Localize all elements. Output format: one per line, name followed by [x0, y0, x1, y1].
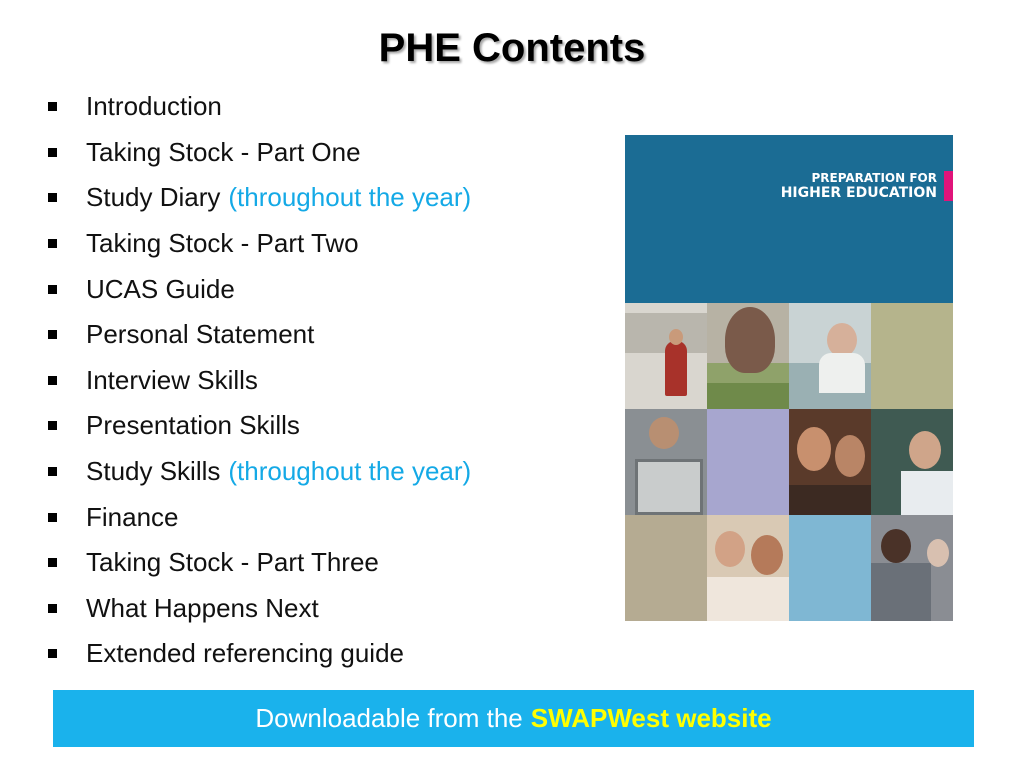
- cover-header: [625, 135, 953, 303]
- photo-man-writing: [871, 515, 953, 621]
- square-bullet-icon: [48, 285, 57, 294]
- item-text: Finance: [86, 501, 179, 532]
- photo-skyblue-block: [789, 515, 871, 621]
- square-bullet-icon: [48, 513, 57, 522]
- photo-man-chalkboard: [871, 409, 953, 515]
- list-item: [48, 403, 471, 449]
- square-bullet-icon: [48, 467, 57, 476]
- item-text: Taking Stock - Part One: [86, 136, 361, 167]
- cover-accent-bar: [944, 171, 953, 201]
- square-bullet-icon: [48, 421, 57, 430]
- list-item: [48, 84, 471, 130]
- photo-gallery-woman: [625, 303, 707, 409]
- item-note: (throughout the year): [228, 182, 472, 213]
- item-text: Presentation Skills: [86, 410, 300, 441]
- square-bullet-icon: [48, 102, 57, 111]
- photo-two-women: [789, 409, 871, 515]
- photo-taupe-block: [625, 515, 707, 621]
- list-item: [48, 586, 471, 632]
- list-item: [48, 266, 471, 312]
- photo-man-computer: [625, 409, 707, 515]
- list-item: [48, 175, 471, 221]
- square-bullet-icon: [48, 239, 57, 248]
- list-item: [48, 221, 471, 267]
- swapwest-website-link[interactable]: SWAPWest website: [530, 703, 772, 733]
- item-note: (throughout the year): [228, 456, 472, 487]
- square-bullet-icon: [48, 330, 57, 339]
- item-text: Taking Stock - Part Three: [86, 547, 379, 578]
- banner-text: Downloadable from the: [255, 703, 523, 733]
- item-text: Study Diary: [86, 182, 221, 213]
- photo-tree-park: [707, 303, 789, 409]
- list-item: [48, 358, 471, 404]
- list-item: [48, 631, 471, 677]
- photo-lilac-block: [707, 409, 789, 515]
- list-item: [48, 540, 471, 586]
- slide-title: PHE Contents: [378, 26, 646, 70]
- list-item: [48, 449, 471, 495]
- item-text: Extended referencing guide: [86, 638, 405, 669]
- item-text: UCAS Guide: [86, 273, 235, 304]
- cover-title-line2: HIGHER EDUCATION: [780, 185, 937, 201]
- item-text: Study Skills: [86, 456, 221, 487]
- photo-grid: [625, 303, 953, 621]
- square-bullet-icon: [48, 604, 57, 613]
- square-bullet-icon: [48, 376, 57, 385]
- square-bullet-icon: [48, 148, 57, 157]
- item-text: Taking Stock - Part Two: [86, 228, 359, 259]
- square-bullet-icon: [48, 649, 57, 658]
- list-item: [48, 312, 471, 358]
- cover-title-line1: PREPARATION FOR: [811, 171, 937, 185]
- item-text: Personal Statement: [86, 319, 315, 350]
- download-banner: [53, 690, 974, 747]
- brochure-cover-image: [625, 135, 953, 621]
- photo-olive-block: [871, 303, 953, 409]
- photo-medical-test: [707, 515, 789, 621]
- photo-student-headphones: [789, 303, 871, 409]
- item-text: What Happens Next: [86, 592, 319, 623]
- list-item: [48, 494, 471, 540]
- square-bullet-icon: [48, 193, 57, 202]
- item-text: Interview Skills: [86, 364, 258, 395]
- cover-title: [781, 171, 937, 201]
- item-text: Introduction: [86, 91, 222, 122]
- list-item: [48, 130, 471, 176]
- square-bullet-icon: [48, 558, 57, 567]
- contents-list: [48, 84, 471, 677]
